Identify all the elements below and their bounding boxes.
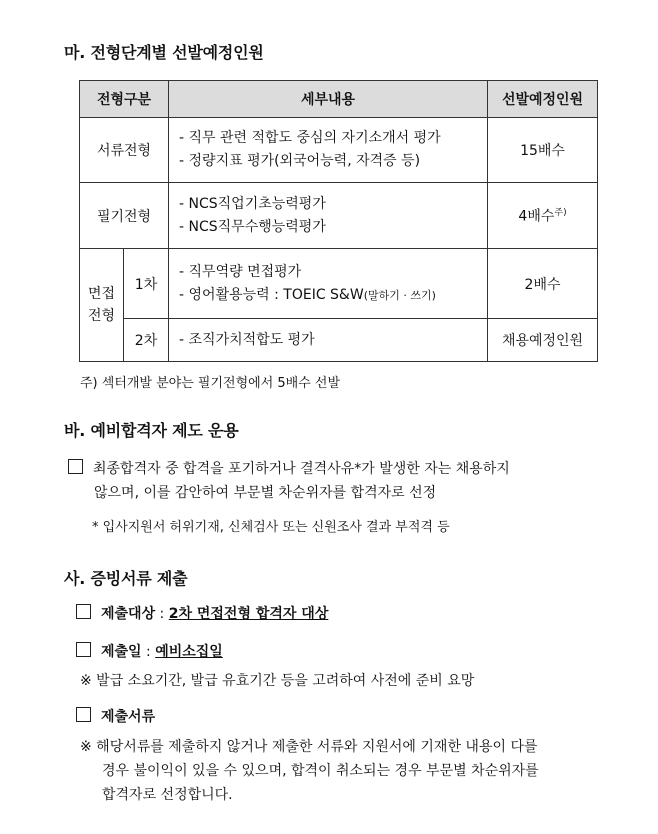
item-separator: : <box>155 606 169 622</box>
note-line: 경우 불이익이 있을 수 있으며, 합격이 취소되는 경우 부문별 차순위자를 <box>102 763 539 779</box>
checkbox-icon <box>76 642 91 657</box>
checkbox-icon <box>76 604 91 619</box>
stage-line: 면접 <box>87 286 116 302</box>
table-row <box>80 249 598 319</box>
submit-docs-item <box>76 705 155 729</box>
detail-line: - 직무 관련 적합도 중심의 자기소개서 평가 <box>179 130 441 146</box>
reserve-footnote: * 입사지원서 허위기재, 신체검사 또는 신원조사 결과 부적격 등 <box>92 520 450 535</box>
detail-line: - NCS직무수행능력평가 <box>179 218 326 235</box>
detail-small-text: (말하기 · 쓰기) <box>363 288 436 302</box>
table-row <box>80 319 598 362</box>
submit-date-item <box>76 640 223 664</box>
sub-stage-cell: 1차 <box>124 249 169 319</box>
item-value: 2차 면접전형 합격자 대상 <box>168 606 329 622</box>
table-row <box>80 183 598 249</box>
header-details: 세부내용 <box>169 81 488 118</box>
details-cell <box>169 118 488 183</box>
sub-stage-cell: 2차 <box>124 319 169 362</box>
detail-line: - 정량지표 평가(외국어능력, 자격증 등) <box>179 153 421 169</box>
detail-line: - 직무역량 면접평가 <box>179 263 302 280</box>
item-label: 제출대상 <box>101 606 156 622</box>
section-ba-title: 바. 예비합격자 제도 운용 <box>64 421 239 440</box>
note-line: 합격자로 선정합니다. <box>102 787 233 803</box>
stage-cell: 필기전형 <box>80 183 169 249</box>
checkbox-icon <box>68 459 83 474</box>
detail-line <box>179 284 487 307</box>
note-line: ※ 해당서류를 제출하지 않거나 제출한 서류와 지원서에 기재한 내용이 다를 <box>80 739 538 755</box>
item-label: 제출일 <box>101 644 142 660</box>
item-value: 예비소집일 <box>155 644 223 660</box>
item-separator: : <box>141 644 156 660</box>
details-cell <box>169 183 488 249</box>
header-stage: 전형구분 <box>80 81 169 118</box>
details-cell <box>169 319 488 362</box>
header-count: 선발예정인원 <box>488 81 598 118</box>
details-cell <box>169 249 488 319</box>
count-cell: 채용예정인원 <box>488 319 598 362</box>
submit-target-item <box>76 602 328 626</box>
section-ma-title: 마. 전형단계별 선발예정인원 <box>64 43 264 62</box>
count-footnote-mark: 주) <box>554 208 567 219</box>
table-header-row <box>80 81 598 118</box>
stage-cell: 서류전형 <box>80 118 169 183</box>
interview-stage-cell <box>80 249 124 362</box>
count-value: 4배수 <box>518 208 555 225</box>
detail-text: - 영어활용능력 : TOEIC S&W <box>179 286 364 303</box>
table-row <box>80 118 598 183</box>
section-sa-title: 사. 증빙서류 제출 <box>64 569 188 588</box>
submit-date-note: ※ 발급 소요기간, 발급 유효기간 등을 고려하여 사전에 준비 요망 <box>80 673 475 689</box>
stage-line: 전형 <box>87 308 116 324</box>
detail-line: - NCS직업기초능력평가 <box>179 195 326 212</box>
count-cell: 2배수 <box>488 249 598 319</box>
selection-table <box>79 80 598 362</box>
paragraph-text: 최종합격자 중 합격을 포기하거나 결격사유*가 발생한 자는 채용하지 <box>93 461 510 477</box>
checkbox-icon <box>76 707 91 722</box>
item-label: 제출서류 <box>101 709 156 725</box>
table-note: 주) 섹터개발 분야는 필기전형에서 5배수 선발 <box>80 376 341 391</box>
paragraph-line <box>68 457 608 481</box>
count-cell <box>488 183 598 249</box>
reserve-paragraph <box>68 457 608 505</box>
paragraph-line: 않으며, 이를 감안하여 부문별 차순위자를 합격자로 선정 <box>94 485 437 501</box>
detail-line: - 조직가치적합도 평가 <box>179 331 315 348</box>
count-cell: 15배수 <box>488 118 598 183</box>
submit-docs-note <box>80 735 610 807</box>
